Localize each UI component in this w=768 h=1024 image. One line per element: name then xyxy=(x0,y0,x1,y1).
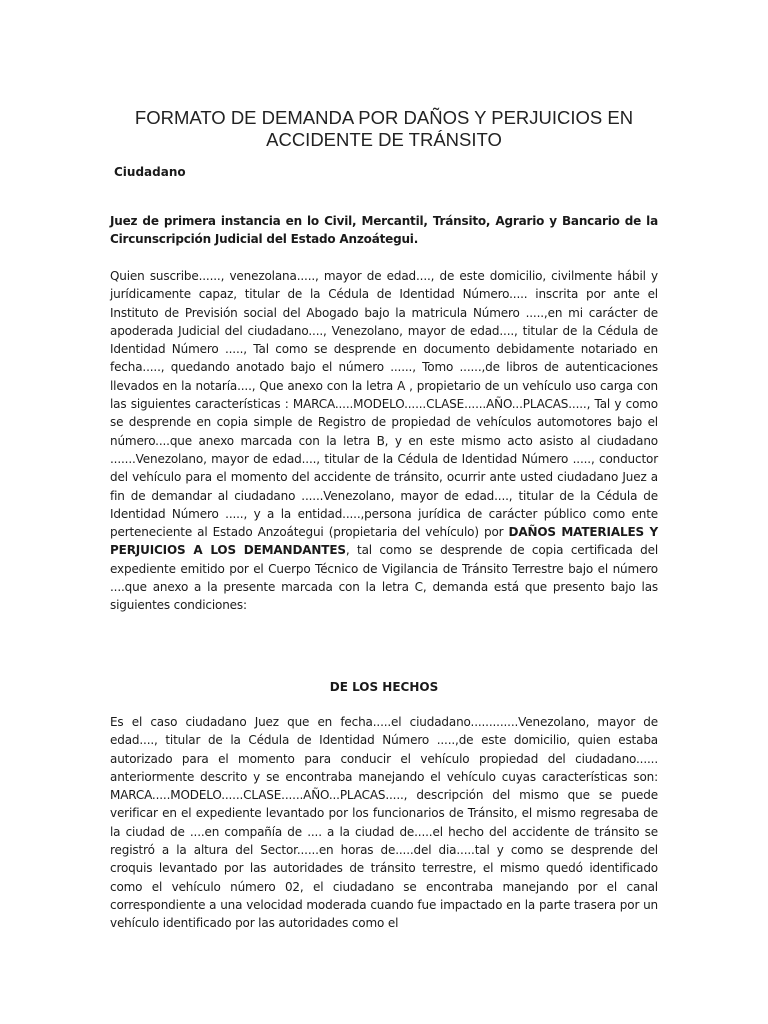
paragraph-facts: Es el caso ciudadano Juez que en fecha.....el ciudadano.............Venezolano, mayor de edad...., titular de la Cédula de Identidad Número .....,de este domicilio, quien estaba autorizado para el momento para conducir el vehículo propiedad del ciudadano...... anteriormente descrito y se encontraba manejando el vehículo cuyas características son: MARCA.....MODELO......CLASE......AÑO...PLACAS....., descripción del mismo que se puede verificar en el expediente levantado por los funcionarios de Tránsito, el mismo regresaba de la ciudad de ....en compañía de .... a la ciudad de.....el hecho del accidente de tránsito se registró a la altura del Sector......en horas de.....del dia.....tal y como se desprende del croquis levantado por las autoridades de tránsito terrestre, el mismo quedó identificado como el vehículo número 02, el ciudadano se encontraba manejando por el canal correspondiente a una velocidad moderada cuando fue impactado en la parte trasera por un vehículo identificado por las autoridades como el xyxy=(110,715,658,931)
addressee-label: Ciudadano xyxy=(114,165,186,179)
paragraph-plaintiff-bold: DAÑOS MATERIALES Y PERJUICIOS A LOS DEMANDANTES xyxy=(110,525,658,558)
judge-addressee: Juez de primera instancia en lo Civil, Mercantil, Tránsito, Agrario y Bancario de la Circunscripción Judicial del Estado Anzoátegui. xyxy=(110,214,658,247)
section-heading-hechos: DE LOS HECHOS xyxy=(329,680,439,694)
paragraph-plaintiff-text-2: , tal como se desprende de copia certificada del expediente emitido por el Cuerpo Técnico de Vigilancia de Tránsito Terrestre bajo el número ....que anexo a la presente marcada con la letra C, demanda está que presento bajo las siguientes condiciones: xyxy=(110,543,658,613)
paragraph-plaintiff xyxy=(110,267,658,615)
document-title: FORMATO DE DEMANDA POR DAÑOS Y PERJUICIOS EN ACCIDENTE DE TRÁNSITO xyxy=(134,107,634,150)
paragraph-plaintiff-text-1: Quien suscribe......, venezolana....., mayor de edad...., de este domicilio, civilmente hábil y jurídicamente capaz, titular de la Cédula de Identidad Número..... inscrita por ante el Instituto de Previsión social del Abogado bajo la matricula Número .....,en mi carácter de apoderada Judicial del ciudadano...., Venezolano, mayor de edad...., titular de la Cédula de Identidad Número ....., Tal como se desprende en documento debidamente notariado en fecha....., quedando anotado bajo el número ......, Tomo ......,de libros de autenticaciones llevados en la notaría...., Que anexo con la letra A , propietario de un vehículo uso carga con las siguientes características : MARCA.....MODELO......CLASE......AÑO...PLACAS....., Tal y como se desprende en copia simple de Registro de propiedad de vehículos automotores bajo el número....que anexo marcada con la letra B, y en este mismo acto asisto al ciudadano .......Venezolano, mayor de edad...., titular de la Cédula de Identidad Número ....., conductor del vehículo para el momento del accidente de tránsito, ocurrir ante usted ciudadano Juez a fin de demandar al ciudadano ......Venezolano, mayor de edad...., titular de la Cédula de Identidad Número ....., y a la entidad.....,persona jurídica de carácter público como ente perteneciente al Estado Anzoátegui (propietaria del vehículo) por xyxy=(110,269,658,540)
